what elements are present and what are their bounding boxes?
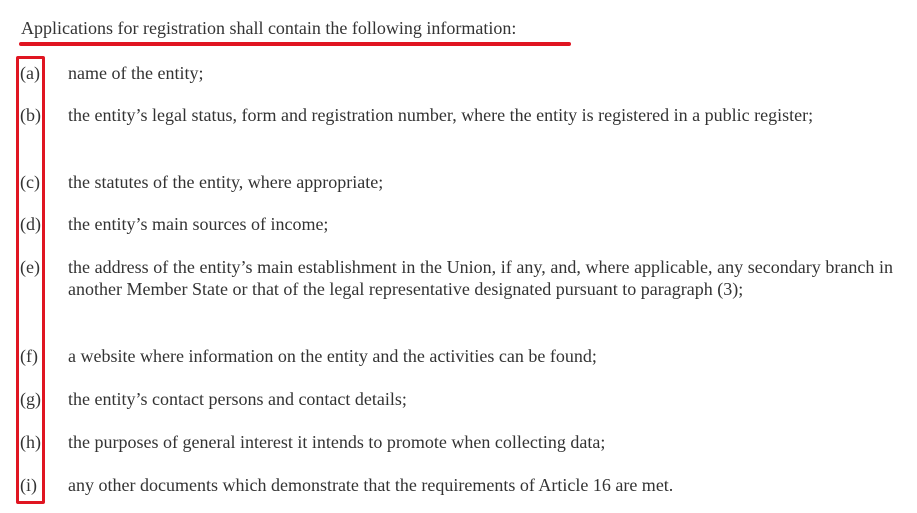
item-text: any other documents which demonstrate that the requirements of Article 16 are met. xyxy=(68,475,674,495)
item-label: (g) xyxy=(20,389,41,409)
item-text: the statutes of the entity, where appropriate; xyxy=(68,172,384,192)
item-text: the address of the entity’s main establishment in the Union, if any, and, where applicable, any secondary branch in another Member State or that of the legal representative designated pursuant to paragraph (3); xyxy=(68,257,893,299)
item-text: the purposes of general interest it intends to promote when collecting data; xyxy=(68,432,606,452)
item-label: (b) xyxy=(20,105,41,125)
item-text: a website where information on the entity and the activities can be found; xyxy=(68,346,597,366)
heading-underline-highlight xyxy=(19,42,571,46)
item-text: the entity’s contact persons and contact details; xyxy=(68,389,407,409)
item-label: (i) xyxy=(20,475,37,495)
item-text: the entity’s main sources of income; xyxy=(68,214,329,234)
item-label: (c) xyxy=(20,172,40,192)
item-text: name of the entity; xyxy=(68,63,204,83)
item-label: (f) xyxy=(20,346,38,366)
item-label: (d) xyxy=(20,214,41,234)
intro-heading: Applications for registration shall contain the following information: xyxy=(21,18,517,38)
item-label: (e) xyxy=(20,257,40,277)
item-label: (a) xyxy=(20,63,40,83)
item-text: the entity’s legal status, form and registration number, where the entity is registered in a public register; xyxy=(68,105,814,125)
item-label: (h) xyxy=(20,432,41,452)
